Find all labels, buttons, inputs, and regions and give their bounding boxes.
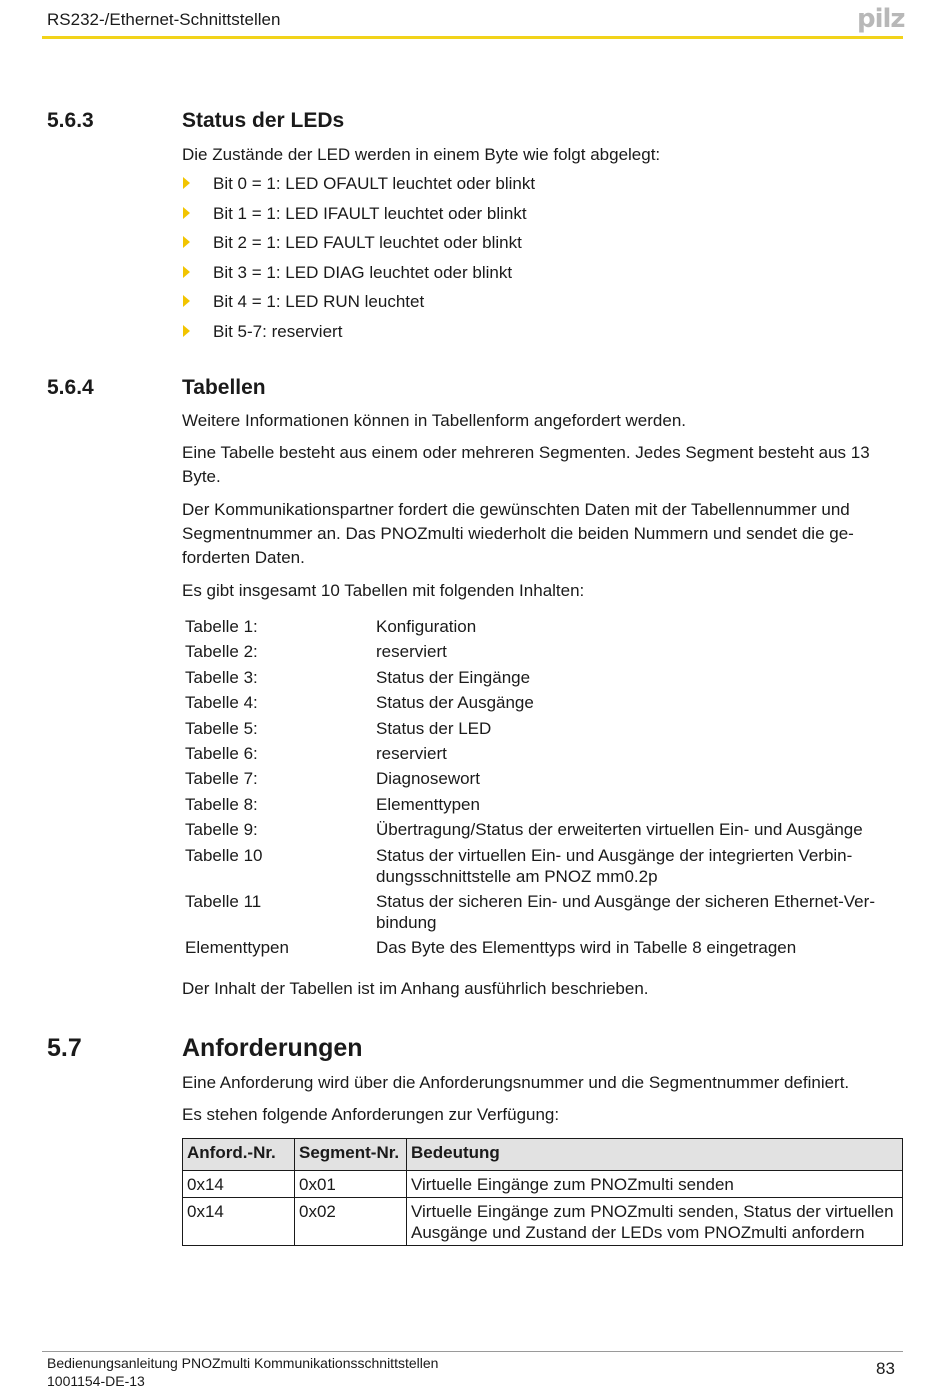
section-number-5-6-3: 5.6.3 bbox=[47, 109, 94, 132]
section-number-5-7: 5.7 bbox=[47, 1034, 82, 1062]
footer-rule bbox=[42, 1351, 903, 1352]
bullet-arrow-icon bbox=[183, 325, 190, 337]
anforderungen-paragraph-1: Eine Anforderung wird über die Anforderungsnummer und die Segmentnummer definiert. bbox=[182, 1073, 850, 1092]
bullet-arrow-icon bbox=[183, 236, 190, 248]
led-bit-list bbox=[182, 173, 535, 351]
list-item: Bit 5-7: reserviert bbox=[182, 321, 535, 351]
footer-document-title: Bedienungsanleitung PNOZmulti Kommunikationsschnittstellen bbox=[47, 1355, 439, 1371]
list-item: Bit 0 = 1: LED OFAULT leuchtet oder blinkt bbox=[182, 173, 535, 203]
column-header: Segment-Nr. bbox=[295, 1139, 407, 1171]
table-header-row bbox=[183, 1139, 903, 1171]
table-row bbox=[183, 1198, 903, 1246]
table-cell: Virtuelle Eingänge zum PNOZmulti senden, Status der virtuellen Ausgänge und Zustand der LEDs vom PNOZmulti anfordern bbox=[407, 1198, 903, 1246]
tabellen-list bbox=[185, 616, 905, 962]
tabellen-paragraph-3: Der Kommunikationspartner fordert die gewünschten Daten mit der Tabellennummer und Segmentnummer an. Das PNOZmulti wiederholt die beiden Nummern und sendet die geforderten Daten. bbox=[182, 500, 854, 567]
anforderungen-table bbox=[182, 1138, 903, 1246]
footer-document-number: 1001154-DE-13 bbox=[47, 1373, 145, 1389]
tabellen-paragraph-2: Eine Tabelle besteht aus einem oder mehreren Segmenten. Jedes Segment besteht aus 13 Byte. bbox=[182, 443, 870, 486]
section-number-5-6-4: 5.6.4 bbox=[47, 376, 94, 399]
header-rule bbox=[42, 36, 903, 39]
tabellen-paragraph-5: Der Inhalt der Tabellen ist im Anhang ausführlich beschrieben. bbox=[182, 979, 649, 998]
table-row bbox=[183, 1170, 903, 1198]
page-number: 83 bbox=[876, 1359, 895, 1378]
table-cell: 0x02 bbox=[295, 1198, 407, 1246]
pilz-logo: pilz bbox=[857, 4, 905, 34]
table-row: Tabelle 1: Konfiguration bbox=[185, 617, 477, 636]
tabellen-paragraph-1: Weitere Informationen können in Tabellenform angefordert werden. bbox=[182, 411, 687, 430]
list-item: Bit 2 = 1: LED FAULT leuchtet oder blinkt bbox=[182, 232, 535, 262]
table-cell: 0x01 bbox=[295, 1170, 407, 1198]
anforderungen-paragraph-2: Es stehen folgende Anforderungen zur Verfügung: bbox=[182, 1105, 560, 1124]
table-row: Tabelle 4: Status der Ausgänge bbox=[185, 693, 534, 713]
column-header: Anford.-Nr. bbox=[183, 1139, 295, 1171]
section-title-tabellen: Tabellen bbox=[182, 376, 266, 399]
section-title-status-leds: Status der LEDs bbox=[182, 109, 345, 132]
running-header-title: RS232-/Ethernet-Schnittstellen bbox=[47, 10, 281, 29]
list-item: Bit 4 = 1: LED RUN leuchtet bbox=[182, 291, 535, 321]
list-item: Bit 3 = 1: LED DIAG leuchtet oder blinkt bbox=[182, 262, 535, 292]
table-row: Tabelle 11 Status der sicheren Ein- und Ausgänge der sicheren Ethernet-Verbindung bbox=[185, 891, 875, 932]
table-cell: 0x14 bbox=[183, 1170, 295, 1198]
table-row: Tabelle 7: Diagnosewort bbox=[185, 769, 480, 789]
table-row: Tabelle 6: reserviert bbox=[185, 743, 447, 763]
table-row: Elementtypen Das Byte des Elementtyps wird in Tabelle 8 eingetragen bbox=[185, 937, 797, 957]
bullet-arrow-icon bbox=[183, 207, 190, 219]
table-row: Tabelle 10 Status der virtuellen Ein- und Ausgänge der integrierten Verbindungsschnittstelle am PNOZ mm0.2p bbox=[185, 845, 853, 886]
tabellen-paragraph-4: Es gibt insgesamt 10 Tabellen mit folgenden Inhalten: bbox=[182, 581, 585, 600]
table-cell: Virtuelle Eingänge zum PNOZmulti senden bbox=[407, 1170, 903, 1198]
table-row: Tabelle 9: Übertragung/Status der erweiterten virtuellen Ein- und Ausgänge bbox=[185, 820, 863, 840]
table-row: Tabelle 3: Status der Eingänge bbox=[185, 667, 531, 687]
section-title-anforderungen: Anforderungen bbox=[182, 1034, 363, 1062]
bullet-arrow-icon bbox=[183, 177, 190, 189]
table-row: Tabelle 8: Elementtypen bbox=[185, 794, 480, 814]
table-row: Tabelle 5: Status der LED bbox=[185, 718, 492, 738]
bullet-arrow-icon bbox=[183, 295, 190, 307]
column-header: Bedeutung bbox=[407, 1139, 903, 1171]
table-cell: 0x14 bbox=[183, 1198, 295, 1246]
led-intro-paragraph: Die Zustände der LED werden in einem Byte wie folgt abgelegt: bbox=[182, 145, 661, 164]
list-item: Bit 1 = 1: LED IFAULT leuchtet oder blinkt bbox=[182, 203, 535, 233]
table-row: Tabelle 2: reserviert bbox=[185, 642, 447, 662]
bullet-arrow-icon bbox=[183, 266, 190, 278]
